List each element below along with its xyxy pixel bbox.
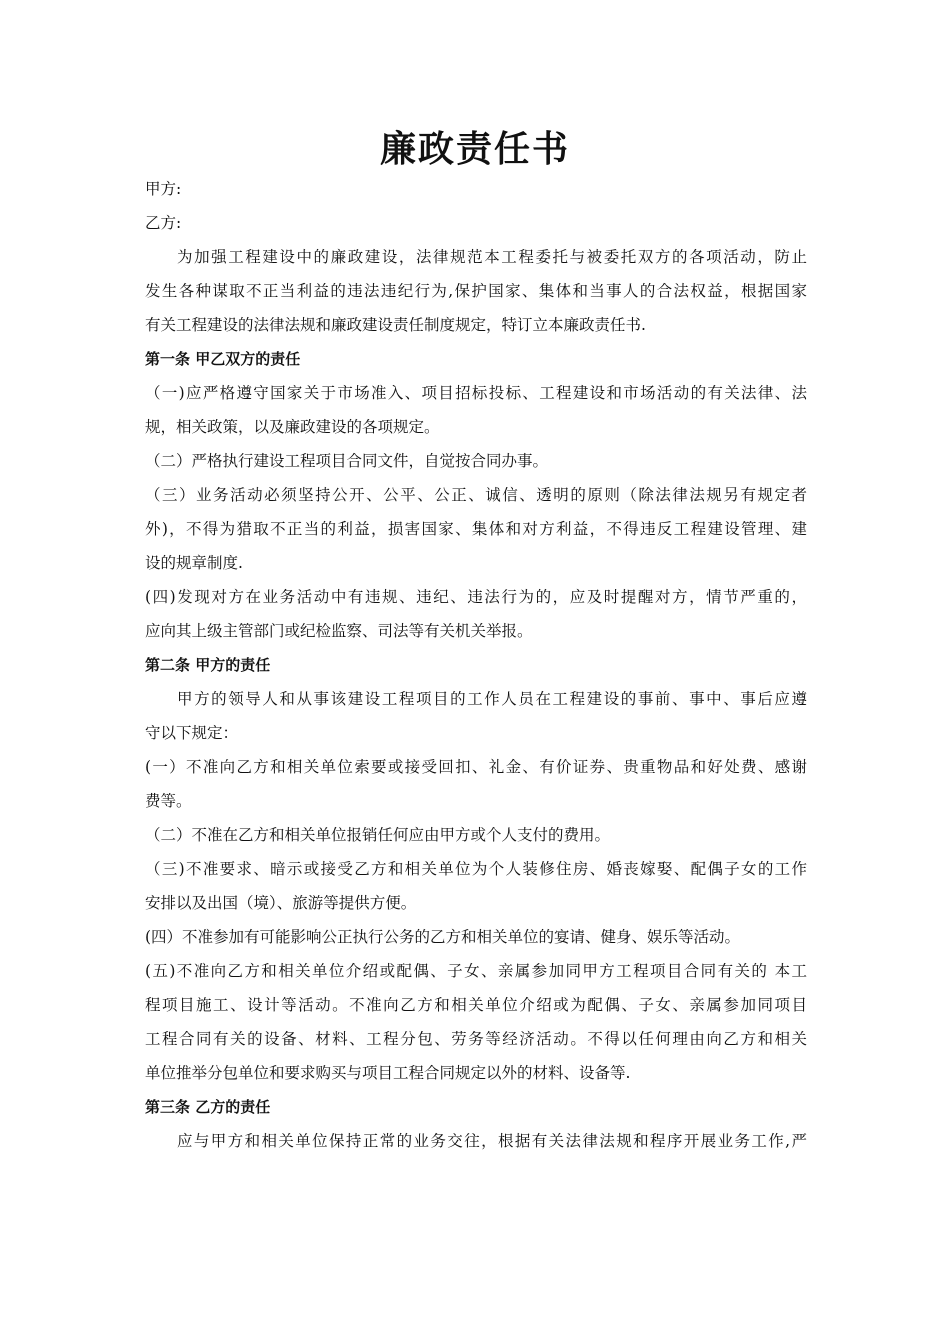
section-heading: 第一条 甲乙双方的责任	[145, 350, 301, 368]
text-line: 乙方:	[145, 214, 182, 232]
document-title: 廉政责任书	[379, 129, 570, 170]
text-line: 有关工程建设的法律法规和廉政建设责任制度规定，特订立本廉政责任书.	[145, 316, 646, 334]
text-line: 为加强工程建设中的廉政建设，法律规范本工程委托与被委托双方的各项活动，防止	[177, 248, 807, 266]
text-line: 发生各种谋取不正当利益的违法违纪行为,保护国家、集体和当事人的合法权益，根据国家	[145, 282, 807, 300]
text-line: （三）业务活动必须坚持公开、公平、公正、诚信、透明的原则（除法律法规另有规定者	[145, 486, 807, 504]
text-line: （一)应严格遵守国家关于市场准入、项目招标投标、工程建设和市场活动的有关法律、法	[145, 384, 807, 402]
text-line: （二）严格执行建设工程项目合同文件，自觉按合同办事。	[145, 452, 549, 470]
document-body	[145, 172, 807, 1158]
text-line: 甲方的领导人和从事该建设工程项目的工作人员在工程建设的事前、事中、事后应遵	[177, 690, 807, 708]
text-line: （二）不准在乙方和相关单位报销任何应由甲方或个人支付的费用。	[145, 826, 611, 844]
text-line: (五)不准向乙方和相关单位介绍或配偶、子女、亲属参加同甲方工程项目合同有关的 本工	[145, 962, 807, 980]
text-line: 费等。	[145, 792, 192, 810]
text-line: 守以下规定：	[145, 724, 239, 742]
section-heading: 第三条 乙方的责任	[145, 1098, 271, 1116]
text-line: 应向其上级主管部门或纪检监察、司法等有关机关举报。	[145, 622, 533, 640]
text-line: (四)发现对方在业务活动中有违规、违纪、违法行为的，应及时提醒对方，情节严重的，	[145, 588, 807, 606]
text-line: 应与甲方和相关单位保持正常的业务交往，根据有关法律法规和程序开展业务工作,严	[177, 1132, 807, 1150]
text-line: 单位推举分包单位和要求购买与项目工程合同规定以外的材料、设备等.	[145, 1064, 631, 1082]
text-line: 甲方:	[145, 180, 182, 198]
text-line: 规，相关政策，以及廉政建设的各项规定。	[145, 418, 440, 436]
text-line: （三)不准要求、暗示或接受乙方和相关单位为个人装修住房、婚丧嫁娶、配偶子女的工作	[145, 860, 807, 878]
section-heading: 第二条 甲方的责任	[145, 656, 271, 674]
text-line: 工程合同有关的设备、材料、工程分包、劳务等经济活动。不得以任何理由向乙方和相关	[145, 1030, 807, 1048]
text-line: 安排以及出国（境）、旅游等提供方便。	[145, 894, 417, 912]
text-line: (四）不准参加有可能影响公正执行公务的乙方和相关单位的宴请、健身、娱乐等活动。	[145, 928, 741, 946]
text-line: 设的规章制度.	[145, 554, 243, 572]
text-line: 外)，不得为猎取不正当的利益，损害国家、集体和对方利益，不得违反工程建设管理、建	[145, 520, 807, 538]
text-line: 程项目施工、设计等活动。不准向乙方和相关单位介绍或为配偶、子女、亲属参加同项目	[145, 996, 807, 1014]
text-line: (一）不准向乙方和相关单位索要或接受回扣、礼金、有价证券、贵重物品和好处费、感谢	[145, 758, 807, 776]
